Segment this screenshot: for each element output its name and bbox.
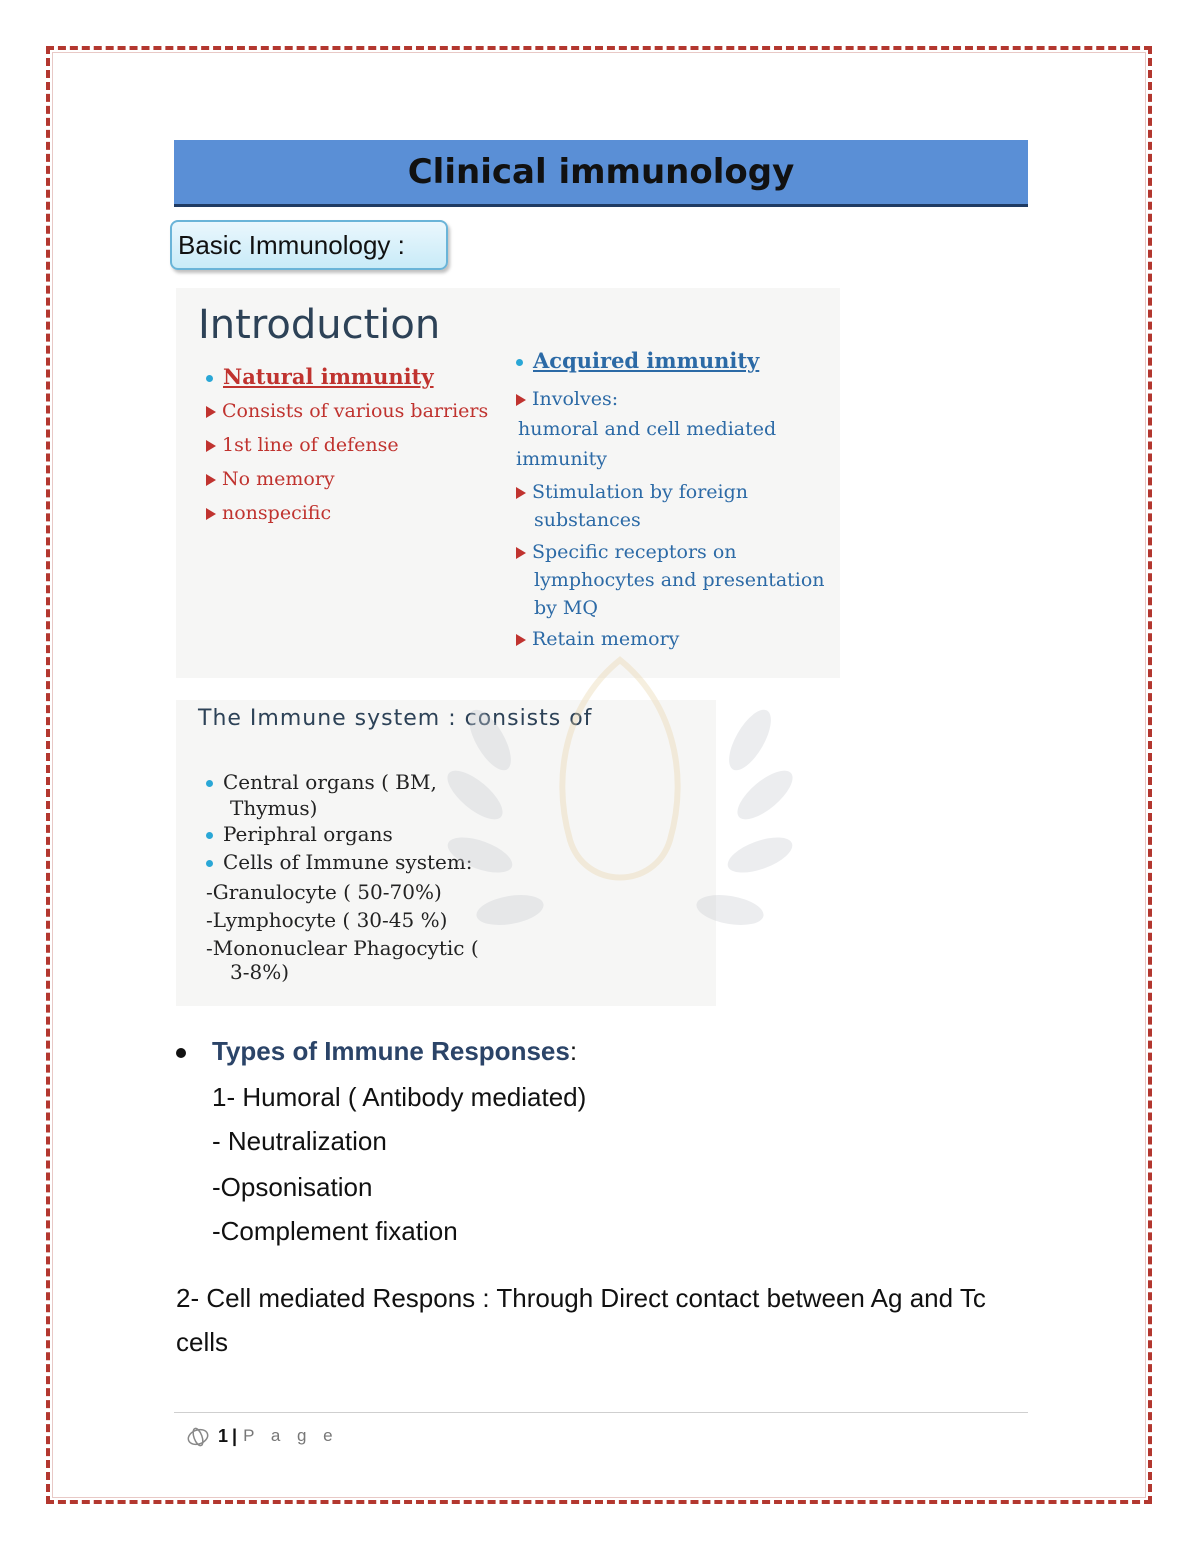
arrow-icon [516,547,526,559]
list-item: Involves: humoral and cell mediated immunity [516,388,777,470]
section-label-box [170,220,448,270]
list-item: Consists of various barriers [206,400,488,422]
list-item: -Lymphocyte ( 30-45 %) [206,908,448,932]
bullet-icon [516,359,523,366]
page-label: P a g e [243,1426,339,1445]
bullet-icon [206,375,213,382]
footer-divider [174,1412,1028,1413]
text-line: - Neutralization [212,1126,387,1156]
text-line: 1- Humoral ( Antibody mediated) [212,1082,587,1112]
arrow-icon [516,487,526,499]
list-item: No memory [206,468,335,490]
list-item: -Mononuclear Phagocytic ( [206,936,479,960]
title-banner [174,140,1028,207]
arrow-icon [516,394,526,406]
bullet-icon [176,1048,186,1058]
list-item: Specific receptors on lymphocytes and presentation by MQ [516,538,825,622]
list-item: Periphral organs [206,822,393,846]
text-line: -Complement fixation [212,1216,458,1246]
arrow-icon [206,474,216,486]
footer-logo-icon [184,1424,212,1448]
page-separator: | [232,1425,238,1446]
document-title: Clinical immunology [407,152,795,192]
page-footer [184,1424,339,1448]
list-item: -Granulocyte ( 50-70%) [206,880,442,904]
slide-heading: Introduction [198,302,441,348]
arrow-icon [206,508,216,520]
bullet-icon [206,832,213,839]
arrow-icon [206,440,216,452]
list-item: Retain memory [516,628,679,650]
list-item: Cells of Immune system: [206,850,473,874]
arrow-icon [206,406,216,418]
section-label: Basic Immunology : [178,229,405,260]
text-line: -Opsonisation [212,1172,373,1202]
list-item: nonspecific [206,502,331,524]
page-number: 1 [218,1425,229,1446]
list-item: 1st line of defense [206,434,399,456]
types-heading: Types of Immune Responses: [176,1036,577,1067]
acquired-immunity-title: Acquired immunity [516,348,759,373]
list-item: Thymus) [230,796,318,820]
laurel-watermark-icon [420,620,820,1000]
list-item: Stimulation by foreign substances [516,478,748,534]
natural-immunity-title: Natural immunity [206,364,434,389]
list-item: 3-8%) [230,960,290,984]
paragraph: 2- Cell mediated Respons : Through Direct contact between Ag and Tc cells [176,1283,986,1357]
bullet-icon [206,860,213,867]
list-item: Central organs ( BM, [206,770,437,794]
slide-heading: The Immune system : consists of [198,706,593,731]
bullet-icon [206,780,213,787]
